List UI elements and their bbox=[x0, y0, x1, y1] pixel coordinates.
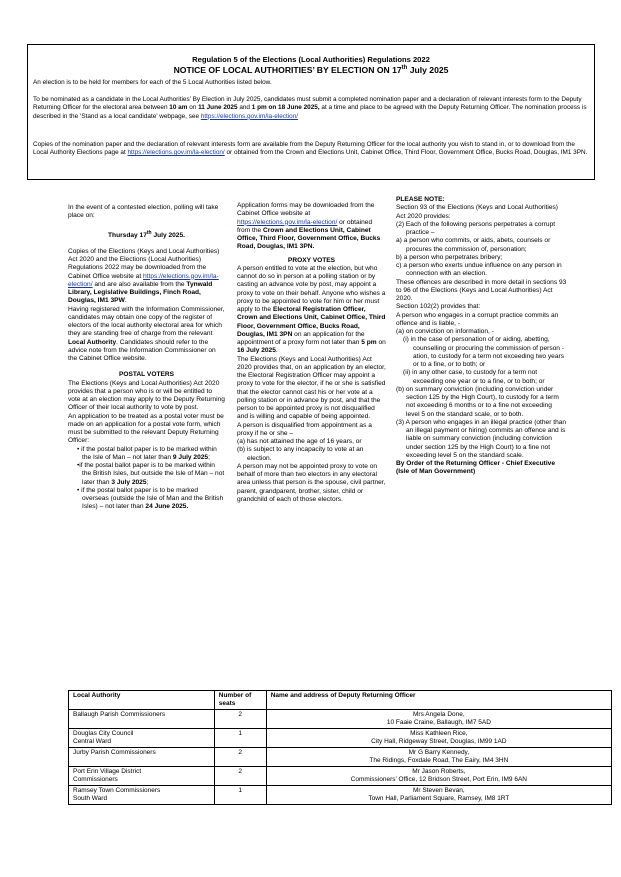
officer-name: Mr G Barry Kennedy, bbox=[408, 749, 470, 756]
proxy-item-a: (a) has not attained the age of 16 years, or bbox=[237, 438, 362, 445]
note-i: (i) in the case of personation of or aiding, abetting, counselling or procuring the commission of person -ation, to custody for a term not exceeding two years or to a fine, or to both; or bbox=[403, 336, 565, 368]
seats: 1 bbox=[214, 729, 266, 748]
authority-name: Ramsey Town Commissioners bbox=[73, 787, 161, 794]
note-p1: Section 93 of the Elections (Keys and Local Authorities) Act 2020 provides: bbox=[396, 204, 559, 220]
forms-link[interactable]: https://elections.gov.im/la-election/ bbox=[237, 218, 338, 226]
postal-bullet-1: • if the postal ballot paper is to be marked within the Isle of Man – not later than 9 July 2025; bbox=[77, 445, 217, 461]
note-3: (3) A person who engages in an illegal practice (other than an illegal payment or hiring) commits an offence and is liable on summary conviction (including conviction under section 125 by the High Court) to a fine not exceeding level 5 on the standard scale. bbox=[396, 418, 567, 459]
polling-date: Thursday 17th July 2025. bbox=[108, 229, 185, 239]
column-1 bbox=[68, 204, 225, 512]
table-header-row bbox=[69, 691, 612, 710]
authority-name: Port Erin Village District bbox=[73, 768, 142, 775]
postal-p1: The Elections (Keys and Local Authorities) Act 2020 provides that a person who is or will be entitled to vote at an election may apply to the Deputy Returning Officer of their local authority to vote by post. bbox=[68, 379, 225, 412]
postal-heading: POSTAL VOTERS bbox=[118, 371, 175, 379]
officer-address: 10 Faaie Craine, Ballaugh, IM7 5AD bbox=[386, 719, 491, 726]
proxy-item-b: (b) is subject to any incapacity to vote at an election. bbox=[237, 446, 364, 462]
officer-name: Mr Steven Bevan, bbox=[413, 787, 465, 794]
note-heading: PLEASE NOTE: bbox=[396, 196, 445, 203]
officer-name: Miss Kathleen Rice, bbox=[410, 730, 468, 737]
note-p4: A person who engages in a corrupt practice commits an offence and is liable, - bbox=[396, 311, 559, 327]
proxy-p4: A person may not be appointed proxy to vote on behalf of more than two electors in any electoral area unless that person is the spouse, civil partner, parent, grandparent, brother, sister, child or grandchild of each of those electors. bbox=[237, 462, 386, 503]
contest-text: In the event of a contested election, polling will take place on: bbox=[68, 204, 219, 220]
note-2a: a) a person who commits, or aids, abets, counsels or procures the commission of, personation; bbox=[396, 237, 551, 253]
seats: 1 bbox=[214, 786, 266, 805]
postal-p2: An application to be treated as a postal voter must be made on an application for a postal vote form, which must be submitted to the relevant Deputy Returning Officer: bbox=[68, 412, 224, 445]
officer-name: Mr Jason Roberts, bbox=[412, 768, 466, 775]
order-signature: By Order of the Returning Officer - Chief Executive (Isle of Man Government) bbox=[396, 460, 556, 476]
note-b: (b) on summary conviction (including conviction under section 125 by the High Court), to custody for a term not exceeding 6 months or to a fine not exceeding level 5 on the standard scale, or to both. bbox=[396, 385, 559, 418]
proxy-p1: A person entitled to vote at the election, but who cannot do so in person at a polling station or by casting an advance vote by post, may appoint a proxy to vote on their behalf. Anyone who wishes a proxy to be appointed to vote for him or her must apply to the Electoral Registration Officer, Crown and Elections Unit, Cabinet Office, Third Floor, Government Office, Bucks Road, Douglas, IM1 3PN on an application for the appointment of a proxy form not later than 5 pm on 16 July 2025. bbox=[237, 264, 386, 355]
intro-line: An election is to be held for members for each of the 5 Local Authorities listed below. bbox=[33, 79, 272, 86]
copies-text: Copies of the Elections (Keys and Local Authorities) Act 2020 and the Elections (Local Authorities) Regulations 2022 may be downloaded from the Cabinet Office website at https://elections.gov.im/la-election/ and are also available from the Tynwald Library, Legislative Buildings, Finch Road, Douglas, IM1 3PW. bbox=[68, 247, 220, 305]
note-2: (2) Each of the following persons perpetrates a corrupt practice – bbox=[396, 220, 556, 236]
officer-address: Commissioners’ Office, 12 Bridson Street, Port Erin, IM9 6AN bbox=[350, 776, 527, 783]
note-2c: c) a person who exerts undue influence on any person in connection with an election. bbox=[396, 262, 562, 278]
postal-bullet-2: •if the postal ballot paper is to be marked within the British Isles, but outside the Isle of Man – not later than 3 July 2025; bbox=[77, 462, 225, 486]
forms-text: Application forms may be downloaded from the Cabinet Office website at https://elections.gov.im/la-election/ or obtained from the Crown and Elections Unit, Cabinet Office, Third Floor, Government Office, Bucks Road, Douglas, IM1 3PN. bbox=[237, 202, 381, 251]
officer-address: The Ridings, Foxdale Road, The Eairy, IM4 3HN bbox=[369, 757, 509, 764]
column-2 bbox=[237, 202, 386, 504]
notice-title: NOTICE OF LOCAL AUTHORITIES’ BY ELECTION ON 17th July 2025 bbox=[173, 65, 449, 75]
table-row: Ramsey Town Commissioners South Ward 1 Mr Steven Bevan, Town Hall, Parliament Square, Ramsey, IM8 1RT bbox=[69, 786, 612, 805]
header-authority: Local Authority bbox=[69, 691, 215, 710]
proxy-p3: A person is disqualified from appointment as a proxy if he or she – bbox=[237, 421, 372, 437]
table-row: Port Erin Village District Commissioners 2 Mr Jason Roberts, Commissioners’ Office, 12 Bridson Street, Port Erin, IM9 6AN bbox=[69, 767, 612, 786]
note-a: (a) on conviction on information, - bbox=[396, 328, 494, 335]
regulation-line: Regulation 5 of the Elections (Local Authorities) Regulations 2022 bbox=[192, 55, 430, 64]
seats: 2 bbox=[214, 767, 266, 786]
note-2b: b) a person who perpetrates bribery; bbox=[396, 253, 503, 261]
seats: 2 bbox=[214, 748, 266, 767]
register-text: Having registered with the Information Commissioner, candidates may obtain one copy of the register of electors of the local authority electoral area for which they are standing free of charge from the relevant Local Authority. Candidates should refer to the advice note from the Information Commissioner on the Cabinet Office website. bbox=[68, 305, 225, 363]
column-3 bbox=[396, 196, 567, 477]
authority-name: Ballaugh Parish Commissioners bbox=[73, 711, 166, 718]
note-p3: Section 102(2) provides that: bbox=[396, 303, 481, 311]
note-ii: (ii) in any other case, to custody for a term not exceeding one year or to a fine, or to both; or bbox=[403, 369, 545, 385]
intro-copies: Copies of the nomination paper and the declaration of relevant interests form are available from the Deputy Returning Officer for the local authority you wish to stand in, or to download from the Local Authority Elections page at https://elections.gov.im/la-election/ or obtained from the Crown and Elections Unit, Cabinet Office, Third Floor, Government Office, Bucks Road, Douglas, IM1 3PN. bbox=[33, 141, 588, 157]
header-seats: Number of seats bbox=[214, 691, 266, 710]
officer-address: Town Hall, Parliament Square, Ramsey, IM8 1RT bbox=[368, 795, 510, 802]
officer-name: Mrs Angela Done, bbox=[413, 711, 465, 718]
table-row bbox=[69, 748, 612, 767]
nomination-link[interactable]: https://elections.gov.im/la-election/ bbox=[200, 112, 299, 120]
authority-name: Douglas City Council bbox=[73, 730, 134, 737]
table-row bbox=[69, 710, 612, 729]
authorities-table bbox=[68, 690, 612, 805]
table-row: Douglas City Council Central Ward 1 Miss Kathleen Rice, City Hall, Ridgeway Street, Douglas, IM99 1AD bbox=[69, 729, 612, 748]
intro-nomination: To be nominated as a candidate in the Local Authorities’ By Election in July 2025, candidates must submit a completed nomination paper and a declaration of relevant interests form to the Deputy Returning Officer for the electoral area between 10 am on 11 June 2025 and 1 pm on 18 June 2025, at a time and place to be agreed with the Deputy Returning Officer. The nomination process is described in the ‘Stand as a local candidate’ webpage, see https://elections.gov.im/la-election/ bbox=[33, 96, 587, 120]
note-p2: These offences are described in more detail in sections 93 to 96 of the Elections (Keys and Local Authorities) Act 2020. bbox=[396, 278, 567, 302]
proxy-heading: PROXY VOTES bbox=[287, 256, 336, 264]
copies-link[interactable]: https://elections.gov.im/la-election/ bbox=[68, 272, 219, 288]
postal-bullet-3: • if the postal ballot paper is to be marked overseas (outside the Isle of Man and the British Isles) – not later than 24 June 2025. bbox=[77, 486, 224, 511]
proxy-p2: The Elections (Keys and Local Authorities) Act 2020 provides that, on an application by an elector, the Electoral Registration Officer may appoint a proxy to vote for the elector, if he or she is satisfied that the elector cannot cast his or her vote at a polling station or in advance by post, and that the person to be appointed proxy is not disqualified and is willing and capable of being appointed. bbox=[237, 355, 386, 421]
officer-address: City Hall, Ridgeway Street, Douglas, IM99 1AD bbox=[371, 738, 507, 745]
header-officer: Name and address of Deputy Returning Officer bbox=[266, 691, 611, 710]
elections-link[interactable]: https://elections.gov.im/la-election/ bbox=[127, 149, 225, 157]
seats: 2 bbox=[214, 710, 266, 729]
authority-name: Jurby Parish Commissioners bbox=[73, 749, 156, 756]
